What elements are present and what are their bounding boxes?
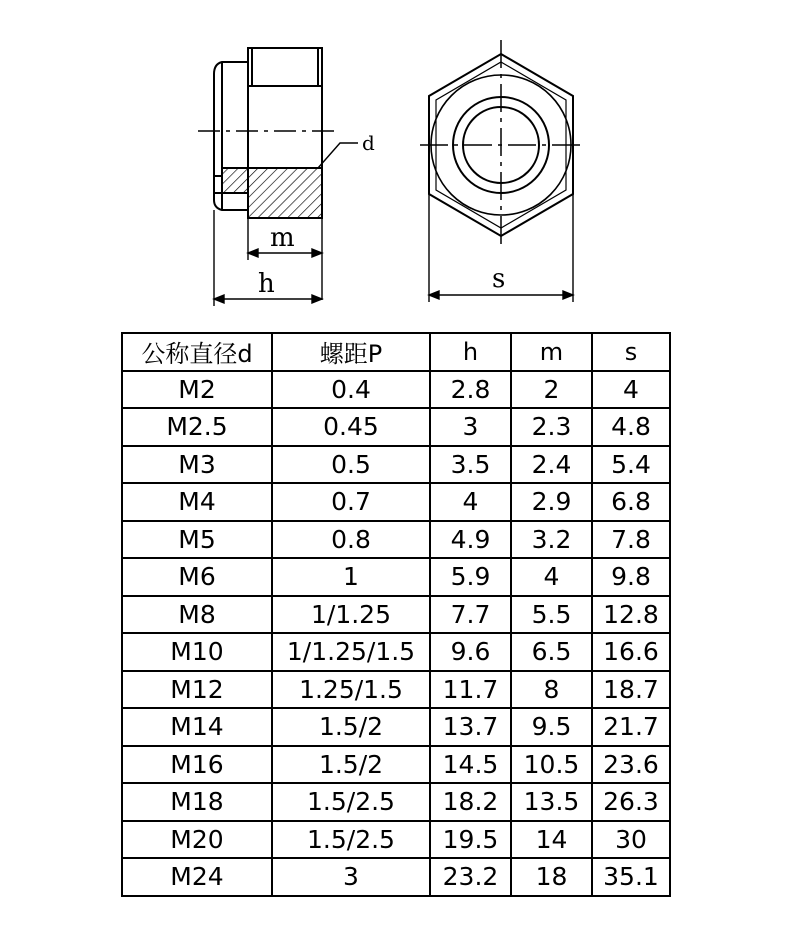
- s-cell: 35.1: [592, 858, 670, 896]
- spec-table: [121, 332, 671, 897]
- size-cell: M18: [122, 783, 272, 821]
- header-pitch: 螺距P: [272, 333, 430, 371]
- h-cell: 5.9: [430, 558, 511, 596]
- pitch-cell: 0.8: [272, 521, 430, 559]
- h-cell: 7.7: [430, 596, 511, 634]
- table-row: [122, 708, 670, 746]
- table-header-row: [122, 333, 670, 371]
- header-nominal-diameter: 公称直径d: [122, 333, 272, 371]
- s-cell: 23.6: [592, 746, 670, 784]
- pitch-cell: 0.5: [272, 446, 430, 484]
- size-cell: M14: [122, 708, 272, 746]
- pitch-cell: 0.45: [272, 408, 430, 446]
- m-cell: 13.5: [511, 783, 592, 821]
- collar-section-hatch: [222, 168, 248, 193]
- table-row: [122, 821, 670, 859]
- table-row: [122, 671, 670, 709]
- pitch-cell: 3: [272, 858, 430, 896]
- s-cell: 7.8: [592, 521, 670, 559]
- pitch-cell: 0.4: [272, 371, 430, 409]
- nut-technical-drawing: [0, 0, 790, 320]
- d-label: d: [362, 131, 375, 155]
- size-cell: M12: [122, 671, 272, 709]
- size-cell: M2: [122, 371, 272, 409]
- h-cell: 3.5: [430, 446, 511, 484]
- h-label: h: [258, 269, 275, 299]
- m-cell: 10.5: [511, 746, 592, 784]
- s-cell: 4: [592, 371, 670, 409]
- h-cell: 9.6: [430, 633, 511, 671]
- table-row: [122, 446, 670, 484]
- m-cell: 4: [511, 558, 592, 596]
- h-cell: 19.5: [430, 821, 511, 859]
- s-cell: 21.7: [592, 708, 670, 746]
- s-cell: 30: [592, 821, 670, 859]
- h-cell: 3: [430, 408, 511, 446]
- d-leader-line: [318, 143, 358, 168]
- m-cell: 5.5: [511, 596, 592, 634]
- table-row: [122, 596, 670, 634]
- size-cell: M2.5: [122, 408, 272, 446]
- s-cell: 16.6: [592, 633, 670, 671]
- m-cell: 8: [511, 671, 592, 709]
- size-cell: M8: [122, 596, 272, 634]
- table-row: [122, 521, 670, 559]
- table-row: [122, 483, 670, 521]
- m-cell: 2.9: [511, 483, 592, 521]
- m-cell: 2: [511, 371, 592, 409]
- h-cell: 18.2: [430, 783, 511, 821]
- h-cell: 14.5: [430, 746, 511, 784]
- h-cell: 11.7: [430, 671, 511, 709]
- s-cell: 12.8: [592, 596, 670, 634]
- side-view: [214, 48, 322, 218]
- table-row: [122, 371, 670, 409]
- pitch-cell: 1.5/2: [272, 746, 430, 784]
- pitch-cell: 1: [272, 558, 430, 596]
- size-cell: M4: [122, 483, 272, 521]
- h-cell: 4.9: [430, 521, 511, 559]
- m-cell: 6.5: [511, 633, 592, 671]
- header-m: m: [511, 333, 592, 371]
- thread-section-hatch: [248, 168, 322, 218]
- pitch-cell: 1.5/2.5: [272, 821, 430, 859]
- table-row: [122, 858, 670, 896]
- s-cell: 18.7: [592, 671, 670, 709]
- s-cell: 26.3: [592, 783, 670, 821]
- pitch-cell: 1.5/2: [272, 708, 430, 746]
- pitch-cell: 1/1.25: [272, 596, 430, 634]
- size-cell: M16: [122, 746, 272, 784]
- header-s: s: [592, 333, 670, 371]
- m-cell: 14: [511, 821, 592, 859]
- s-cell: 6.8: [592, 483, 670, 521]
- pitch-cell: 1.5/2.5: [272, 783, 430, 821]
- m-cell: 3.2: [511, 521, 592, 559]
- m-cell: 18: [511, 858, 592, 896]
- table-row: [122, 408, 670, 446]
- h-cell: 13.7: [430, 708, 511, 746]
- h-cell: 23.2: [430, 858, 511, 896]
- m-cell: 2.4: [511, 446, 592, 484]
- m-label: m: [270, 223, 295, 253]
- pitch-cell: 0.7: [272, 483, 430, 521]
- front-center-lines: [420, 40, 584, 250]
- size-cell: M5: [122, 521, 272, 559]
- size-cell: M20: [122, 821, 272, 859]
- size-cell: M3: [122, 446, 272, 484]
- s-label: s: [492, 264, 506, 294]
- s-cell: 5.4: [592, 446, 670, 484]
- table-row: [122, 633, 670, 671]
- s-cell: 9.8: [592, 558, 670, 596]
- size-cell: M10: [122, 633, 272, 671]
- pitch-cell: 1.25/1.5: [272, 671, 430, 709]
- h-cell: 2.8: [430, 371, 511, 409]
- h-cell: 4: [430, 483, 511, 521]
- table-row: [122, 746, 670, 784]
- table-row: [122, 558, 670, 596]
- m-cell: 2.3: [511, 408, 592, 446]
- header-h: h: [430, 333, 511, 371]
- pitch-cell: 1/1.25/1.5: [272, 633, 430, 671]
- size-cell: M24: [122, 858, 272, 896]
- m-cell: 9.5: [511, 708, 592, 746]
- s-cell: 4.8: [592, 408, 670, 446]
- size-cell: M6: [122, 558, 272, 596]
- table-row: [122, 783, 670, 821]
- table-body: [122, 371, 670, 896]
